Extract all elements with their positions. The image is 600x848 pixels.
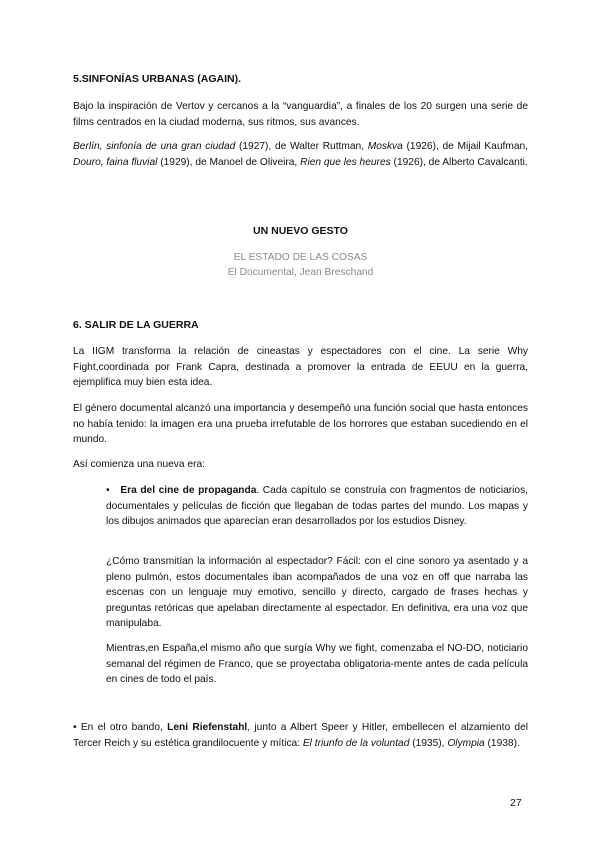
indented-paragraph-no-do: Mientras,en España,el mismo año que surgía Why we fight, comenzaba el NO-DO, noticiario semanal del régimen de Franco, que se proyectaba obligatoria-mente antes de cada película en cines de todo el país.: [106, 643, 528, 685]
indented-paragraph-voz-en-off: ¿Cómo transmitían la información al espectador? Fácil: con el cine sonoro ya asentado y a pleno pulmón, estos documentales iban acompañados de una voz en off que narraba las escenas con un lenguaje muy emotivo, sencillo y directo, cargado de frases hechas y preguntas retóricas que apelaban directamente al espectador. En definitiva, era una voz que manipulaba.: [106, 556, 528, 629]
section-6-paragraph-3: Así comienza una nueva era:: [73, 459, 205, 470]
nuevo-gesto-title: UN NUEVO GESTO: [253, 225, 348, 237]
nuevo-gesto-subtitle-2: El Documental, Jean Breschand: [227, 267, 374, 278]
film-title-triunfo: El triunfo de la voluntad: [302, 737, 410, 749]
section-5-paragraph-2: Berlín, sinfonía de una gran ciudad (1927), de Walter Ruttman, Moskva (1926), de Mijail Kaufman, Douro, faina fluvial (1929), de Manoel de Oliveira, Rien que les heures (1926), de Alberto Cavalcanti.: [73, 141, 528, 168]
film-title-rien: Rien que les heures: [300, 156, 391, 168]
film-title-moskva: Moskva: [367, 141, 403, 152]
section-5-paragraph-1: Bajo la inspiración de Vertov y cercanos a la “vanguardia”, a finales de los 20 surgen una serie de films centrados en la ciudad moderna, sus ritmos, sus avances.: [73, 101, 528, 128]
bullet-mark: •: [106, 485, 110, 496]
bullet-mark: •: [73, 722, 77, 733]
nuevo-gesto-subtitle-1: EL ESTADO DE LAS COSAS: [233, 252, 368, 263]
film-title-berlin: Berlín, sinfonía de una gran ciudad: [73, 141, 236, 152]
section-5-heading: 5.SINFONÍAS URBANAS (AGAIN).: [73, 73, 242, 85]
leni-riefenstahl-name: Leni Riefenstahl: [167, 722, 248, 733]
section-6-paragraph-1: La IIGM transforma la relación de cineastas y espectadores con el cine. La serie Why Fight,coordinada por Frank Capra, destinada a promover la entrada de EEUU en la guerra, ejemplifica muy bien esta idea.: [73, 346, 528, 388]
bullet-riefenstahl: • En el otro bando, Leni Riefenstahl, junto a Albert Speer y Hitler, embellecen el alzamiento del Tercer Reich y su estética grandilocuente y mítica: El triunfo de la voluntad (1935), Olympia (1938).: [73, 722, 529, 749]
section-6-paragraph-2: El género documental alcanzó una importancia y desempeñó una función social que hasta entonces no había tenido: la imagen era una prueba irrefutable de los horrores que estaban sucediendo en el mundo.: [73, 403, 528, 445]
page-number: 27: [510, 797, 522, 809]
section-6-heading: 6. SALIR DE LA GUERRA: [73, 319, 199, 331]
film-title-douro: Douro, faina fluvial: [73, 156, 158, 168]
bullet-propaganda-title: Era del cine de propaganda: [120, 485, 257, 496]
film-title-olympia: Olympia: [447, 737, 485, 749]
bullet-propaganda: • Era del cine de propaganda. Cada capítulo se construía con fragmentos de noticiarios, documentales y películas de ficción que llegaban de todas partes del mundo. Los mapas y los dibujos animados que aparecían eran desarrollados por los estudios Disney.: [106, 485, 528, 527]
